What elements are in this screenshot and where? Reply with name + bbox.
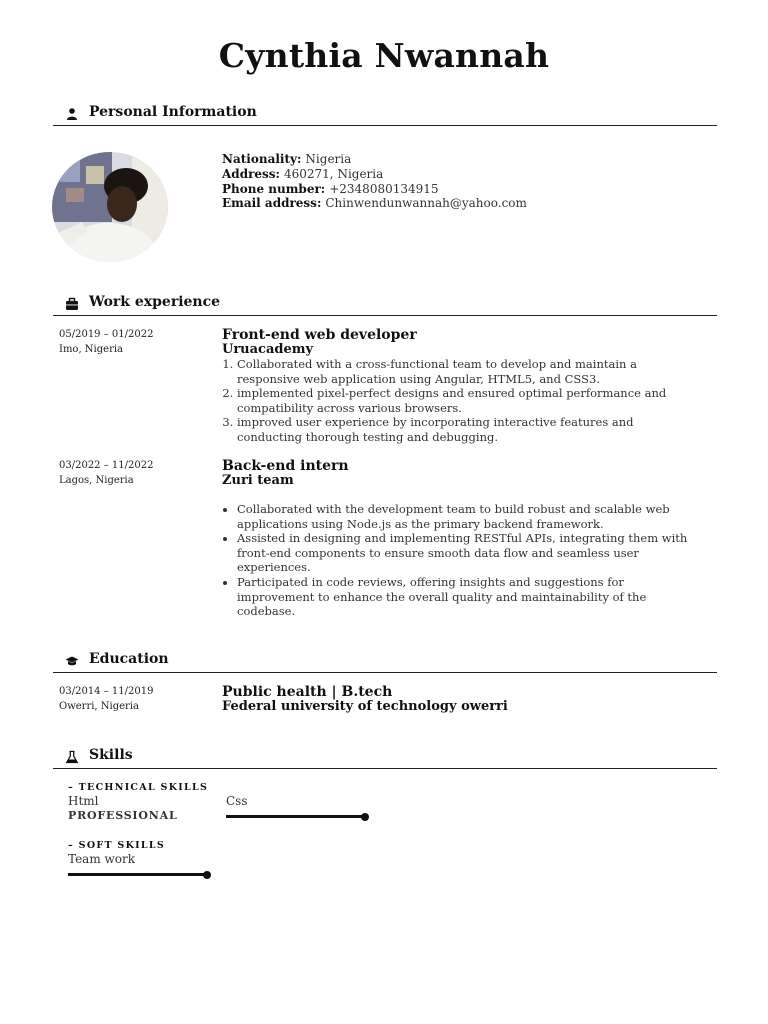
info-row-email: Email address: Chinwendunwannah@yahoo.com [222, 196, 527, 211]
section-skills [53, 747, 717, 769]
section-title: Skills [89, 747, 133, 763]
info-row-nationality: Nationality: Nigeria [222, 152, 352, 166]
work-2-duties [237, 502, 702, 619]
list-item: 1. Collaborated with a cross-functional team to develop and maintain a responsive web application using Angular, HTML5, and CSS3. [237, 357, 702, 386]
education-entry [222, 685, 702, 714]
work-2-date: 03/2022 – 11/2022 [59, 460, 154, 471]
flask-icon [65, 750, 79, 764]
list-item: 2. implemented pixel-perfect designs and ensured optimal performance and compatibility across various browsers. [237, 386, 702, 415]
education-date: 03/2014 – 11/2019 [59, 686, 154, 697]
work-2-title: Back-end intern [222, 458, 349, 474]
section-title: Education [89, 651, 169, 667]
skill-team-work: Team work [68, 852, 136, 866]
work-1-title: Front-end web developer [222, 327, 417, 343]
skill-team-work-level-bar [68, 873, 207, 876]
section-work-experience [53, 294, 717, 316]
work-2-location: Lagos, Nigeria [59, 474, 134, 486]
work-1-location: Imo, Nigeria [59, 343, 124, 355]
section-personal-information [53, 104, 717, 126]
technical-skills-heading: – TECHNICAL SKILLS [68, 782, 209, 793]
education-location: Owerri, Nigeria [59, 700, 139, 712]
section-education [53, 651, 717, 673]
work-2-org: Zuri team [222, 473, 294, 488]
list-item: • Collaborated with the development team to build robust and scalable web applications using Node.js as the primary backend framework. [237, 502, 702, 531]
education-title: Public health | B.tech [222, 684, 393, 700]
list-item: • Assisted in designing and implementing RESTful APIs, integrating them with front-end components to ensure smooth data flow and seamless user experiences. [237, 531, 702, 575]
level-dot [361, 813, 369, 821]
level-dot [203, 871, 211, 879]
work-1-org: Uruacademy [222, 342, 314, 357]
soft-skills-heading: – SOFT SKILLS [68, 840, 165, 851]
list-item: • Participated in code reviews, offering insights and suggestions for improvement to enhance the overall quality and maintainability of the codebase. [237, 575, 702, 619]
briefcase-icon [65, 297, 79, 311]
info-row-address: Address: 460271, Nigeria [222, 166, 384, 181]
skill-html-level: PROFESSIONAL [68, 809, 178, 822]
work-1-meta [59, 328, 153, 357]
list-item: 3. improved user experience by incorporating interactive features and conducting thorough testing and debugging. [237, 415, 702, 444]
work-1 [222, 328, 702, 445]
work-1-date: 05/2019 – 01/2022 [59, 329, 154, 340]
section-title: Personal Information [89, 104, 257, 120]
work-2 [222, 459, 702, 619]
work-1-duties [237, 357, 702, 445]
resume-name: Cynthia Nwannah [218, 36, 550, 75]
section-title: Work experience [89, 294, 221, 310]
skill-css: Css [226, 794, 248, 808]
info-row-phone: Phone number: +2348080134915 [222, 181, 439, 196]
graduation-cap-icon [65, 654, 79, 668]
profile-photo [52, 152, 168, 262]
work-2-meta [59, 459, 153, 488]
education-meta [59, 685, 153, 714]
skill-css-level-bar [226, 815, 365, 818]
personal-info-list [222, 152, 527, 211]
education-org: Federal university of technology owerri [222, 699, 508, 714]
person-icon [65, 107, 79, 121]
skill-html: Html [68, 794, 99, 808]
